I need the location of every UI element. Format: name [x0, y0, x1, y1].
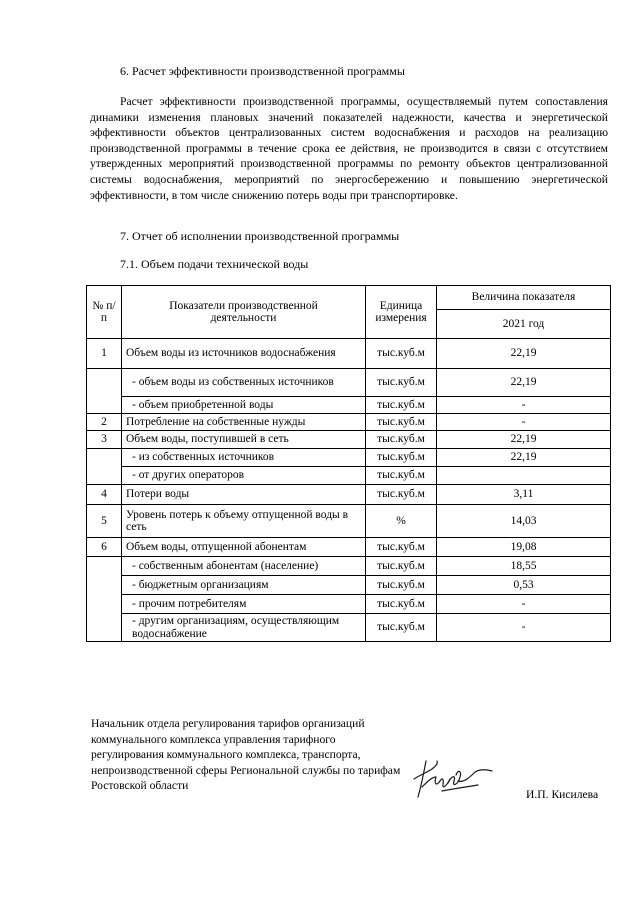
signer-name: И.П. Кисилева [526, 788, 599, 801]
section-6-paragraph [90, 94, 608, 203]
row-unit: тыс.куб.м [366, 576, 437, 595]
row-indicator: - объем приобретенной воды [122, 397, 366, 414]
row-value: 19,08 [437, 538, 611, 557]
row-value: - [437, 614, 611, 642]
row-indicator: - из собственных источников [122, 449, 366, 467]
header-indicator: Показатели производственной деятельности [122, 286, 366, 339]
table-row [87, 505, 611, 538]
row-unit: тыс.куб.м [366, 449, 437, 467]
row-value: - [437, 595, 611, 614]
row-value: 22,19 [437, 339, 611, 369]
row-num [87, 369, 122, 414]
row-unit: тыс.куб.м [366, 431, 437, 449]
row-unit: тыс.куб.м [366, 339, 437, 369]
header-value: Величина показателя [437, 286, 611, 310]
header-num: № п/п [87, 286, 122, 339]
row-indicator: - другим организациям, осуществляющим водоснабжение [122, 614, 366, 642]
header-unit: Единица измерения [366, 286, 437, 339]
table-row [87, 414, 611, 431]
table-row [87, 449, 611, 467]
row-unit: тыс.куб.м [366, 595, 437, 614]
row-indicator: Объем воды, поступившей в сеть [122, 431, 366, 449]
row-unit: тыс.куб.м [366, 538, 437, 557]
row-value: - [437, 414, 611, 431]
row-num: 3 [87, 431, 122, 449]
row-num: 1 [87, 339, 122, 369]
row-unit: % [366, 505, 437, 538]
row-unit: тыс.куб.м [366, 397, 437, 414]
table-row [87, 339, 611, 369]
row-indicator: Потери воды [122, 485, 366, 505]
row-indicator: - от других операторов [122, 467, 366, 485]
row-value: 22,19 [437, 431, 611, 449]
row-value: 0,53 [437, 576, 611, 595]
signer-position: Начальник отдела регулирования тарифов организаций коммунального комплекса управления тарифного регулирования коммунального комплекса, транспорта, непроизводственной сферы Региональной службы по тарифам Ростовской области [91, 717, 401, 792]
table-row [87, 576, 611, 595]
row-indicator: Объем воды из источников водоснабжения [122, 339, 366, 369]
row-num: 4 [87, 485, 122, 505]
row-value [437, 467, 611, 485]
water-supply-table [86, 285, 611, 642]
row-value: - [437, 397, 611, 414]
row-value: 22,19 [437, 369, 611, 397]
row-num: 5 [87, 505, 122, 538]
table-row [87, 485, 611, 505]
table-row [87, 538, 611, 557]
row-indicator: Уровень потерь к объему отпущенной воды в сеть [122, 505, 366, 538]
table-row [87, 431, 611, 449]
handwritten-signature [412, 757, 494, 801]
row-indicator: - прочим потребителям [122, 595, 366, 614]
section-7-title: 7. Отчет об исполнении производственной программы [120, 229, 400, 243]
table-row [87, 369, 611, 397]
row-unit: тыс.куб.м [366, 369, 437, 397]
section-7-1-title: 7.1. Объем подачи технической воды [120, 257, 309, 271]
row-indicator: Объем воды, отпущенной абонентам [122, 538, 366, 557]
row-num [87, 449, 122, 485]
row-value: 14,03 [437, 505, 611, 538]
row-value: 18,55 [437, 557, 611, 576]
table-row [87, 595, 611, 614]
row-num: 2 [87, 414, 122, 431]
section-6-title: 6. Расчет эффективности производственной программы [120, 64, 405, 78]
row-unit: тыс.куб.м [366, 614, 437, 642]
row-indicator: Потребление на собственные нужды [122, 414, 366, 431]
table-row [87, 467, 611, 485]
row-unit: тыс.куб.м [366, 557, 437, 576]
row-value: 3,11 [437, 485, 611, 505]
table-row [87, 557, 611, 576]
row-indicator: - бюджетным организациям [122, 576, 366, 595]
paragraph-text: Расчет эффективности производственной программы, осуществляемый путем сопоставления динамики изменения плановых значений показателей надежности, качества и энергетической эффективности объектов централизованных систем водоснабжения и расходов на реализацию производственной программы в течение срока ее действия, не производится в связи с отсутствием утвержденных мероприятий производственной программы по ремонту объектов централизованной системы водоснабжения, мероприятий по энергосбережению и повышению энергетической эффективности, в том числе снижению потерь воды при транспортировке. [90, 95, 608, 202]
table-row [87, 614, 611, 642]
header-year: 2021 год [437, 310, 611, 339]
row-indicator: - объем воды из собственных источников [122, 369, 366, 397]
row-num [87, 557, 122, 642]
table-row [87, 397, 611, 414]
row-unit: тыс.куб.м [366, 485, 437, 505]
row-num: 6 [87, 538, 122, 557]
row-indicator: - собственным абонентам (население) [122, 557, 366, 576]
row-unit: тыс.куб.м [366, 414, 437, 431]
row-unit: тыс.куб.м [366, 467, 437, 485]
row-value: 22,19 [437, 449, 611, 467]
